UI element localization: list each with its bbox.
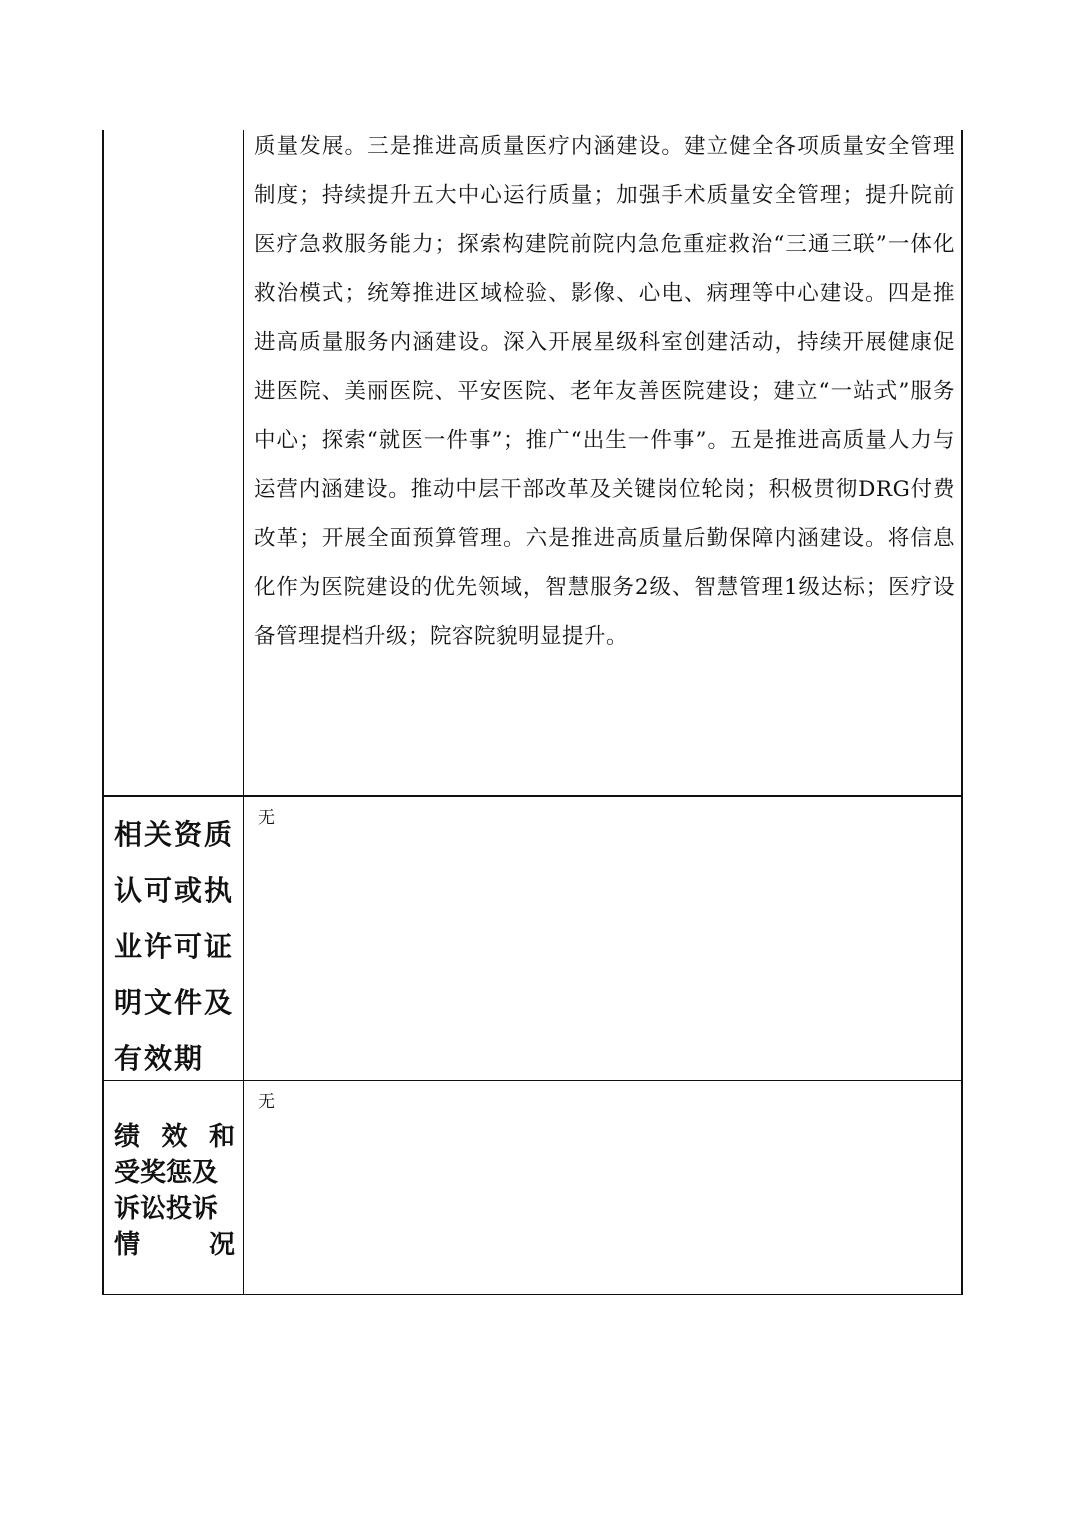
label-line-split: 情 况 <box>114 1230 235 1260</box>
label-line: 认可或执 <box>114 874 235 907</box>
row-content-qualification <box>244 797 961 1080</box>
label-line: 受奖惩及 <box>114 1158 219 1188</box>
qualification-value: 无 <box>258 808 275 828</box>
row-label-qualification <box>104 797 244 1080</box>
row-content-performance <box>244 1081 961 1294</box>
table-row-qualification <box>102 795 963 1080</box>
label-line: 业许可证 <box>114 930 235 963</box>
table-row-plan <box>102 130 963 795</box>
label-line: 明文件及 <box>114 986 235 1019</box>
row-label-performance <box>104 1081 244 1294</box>
label-line: 诉讼投诉 <box>114 1194 219 1224</box>
performance-value: 无 <box>258 1092 275 1112</box>
plan-text: 质量发展。三是推进高质量医疗内涵建设。建立健全各项质量安全管理制度；持续提升五大中心运行质量；加强手术质量安全管理；提升院前医疗急救服务能力；探索构建院前院内急危重症救治“三通三联”一体化救治模式；统筹推进区域检验、影像、心电、病理等中心建设。四是推进高质量服务内涵建设。深入开展星级科室创建活动，持续开展健康促进医院、美丽医院、平安医院、老年友善医院建设；建立“一站式”服务中心；探索“就医一件事”；推广“出生一件事”。五是推进高质量人力与运营内涵建设。推动中层干部改革及关键岗位轮岗；积极贯彻DRG付费改革；开展全面预算管理。六是推进高质量后勤保障内涵建设。将信息化作为医院建设的优先领域，智慧服务2级、智慧管理1级达标；医疗设备管理提档升级；院容院貌明显提升。 <box>254 134 955 649</box>
label-line-split: 绩 效 和 <box>114 1122 235 1152</box>
table-row-performance <box>102 1080 963 1295</box>
label-line: 有效期 <box>114 1042 205 1075</box>
row-label-empty <box>104 130 244 795</box>
label-line: 相关资质 <box>114 818 235 851</box>
row-content-plan <box>244 130 961 795</box>
info-table <box>102 130 963 1295</box>
